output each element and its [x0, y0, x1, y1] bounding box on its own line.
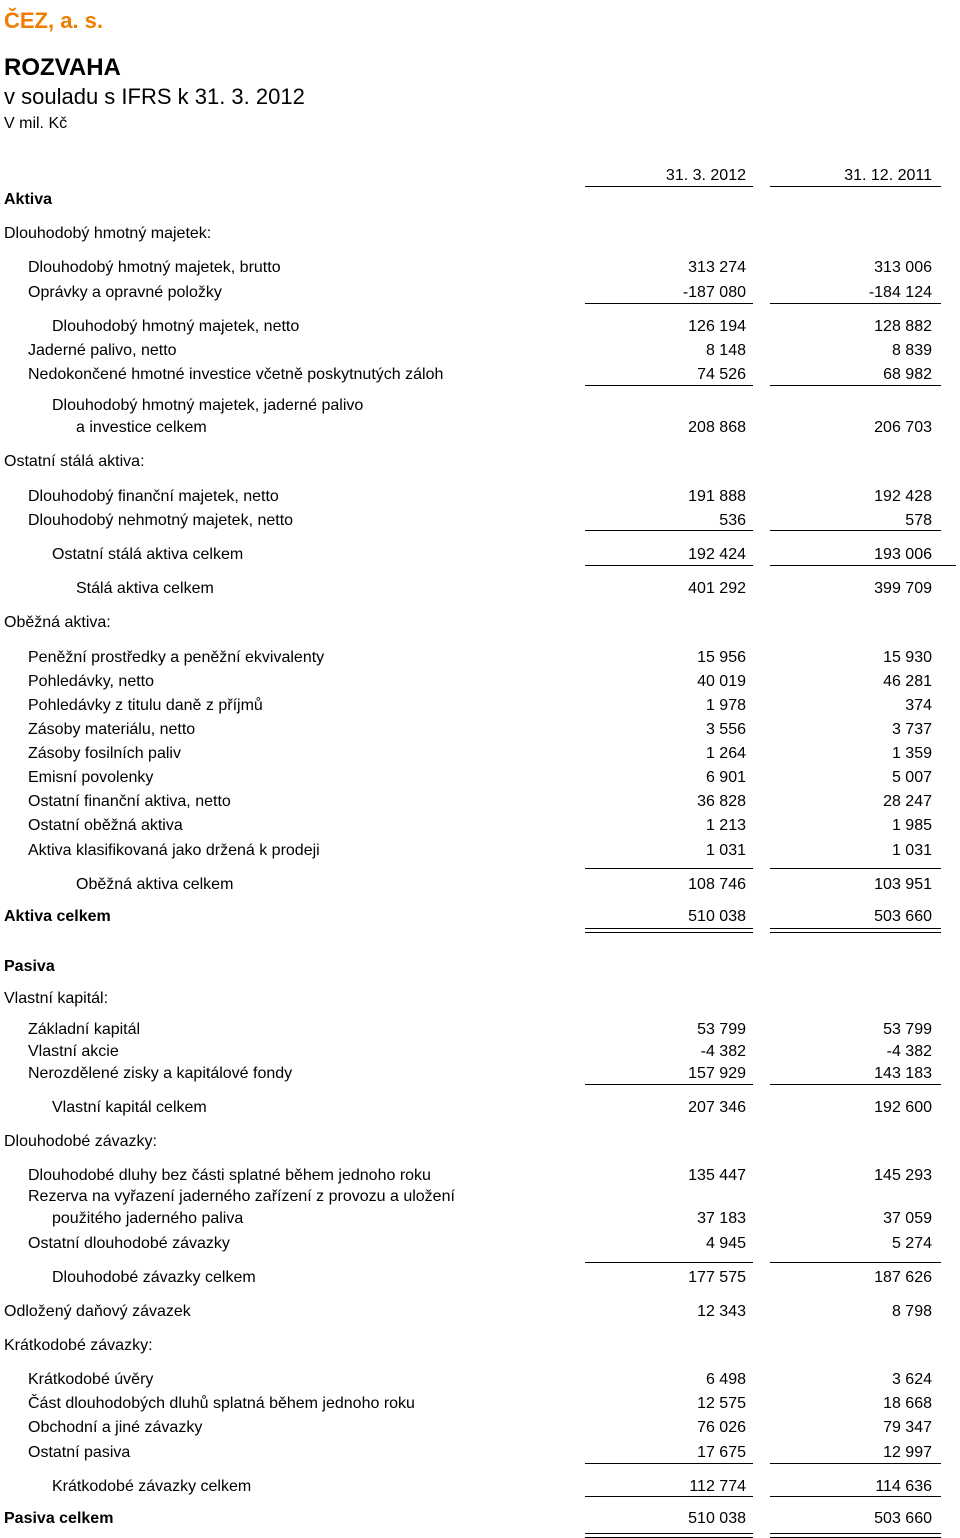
value-31-12-2011: 503 660 — [874, 1510, 932, 1527]
subtotal-underline — [770, 1496, 941, 1497]
value-31-12-2011: 5 274 — [891, 1235, 932, 1252]
value-31-12-2011: 145 293 — [874, 1167, 932, 1184]
subtotal-underline — [770, 565, 956, 566]
row-label: použitého jaderného paliva — [52, 1210, 244, 1227]
row-label: Jaderné palivo, netto — [28, 342, 177, 359]
value-31-12-2011: 399 709 — [874, 580, 932, 597]
row-label: Vlastní kapitál celkem — [52, 1099, 207, 1116]
value-31-12-2011: 8 798 — [891, 1303, 932, 1320]
value-31-12-2011: 192 600 — [874, 1099, 932, 1116]
value-31-3-2012: -4 382 — [700, 1043, 746, 1060]
unit-label: V mil. Kč — [4, 115, 68, 132]
subtotal-underline — [585, 385, 753, 386]
row-label: Pohledávky z titulu daně z příjmů — [28, 697, 263, 714]
value-31-3-2012: -187 080 — [682, 284, 746, 301]
value-31-12-2011: 53 799 — [883, 1021, 932, 1038]
value-31-3-2012: 207 346 — [688, 1099, 746, 1116]
subtotal-underline — [770, 385, 941, 386]
value-31-12-2011: 114 636 — [875, 1478, 932, 1495]
column-header-underline — [585, 186, 753, 187]
value-31-3-2012: 536 — [719, 512, 746, 529]
value-31-3-2012: 510 038 — [688, 908, 746, 925]
row-label: Ostatní stálá aktiva celkem — [52, 546, 244, 563]
value-31-12-2011: 18 668 — [883, 1395, 932, 1412]
subtotal-underline — [585, 1496, 753, 1497]
value-31-3-2012: 510 038 — [688, 1510, 746, 1527]
value-31-3-2012: 74 526 — [697, 366, 746, 383]
row-label: Dlouhodobé závazky celkem — [52, 1269, 256, 1286]
value-31-3-2012: 3 556 — [705, 721, 746, 738]
value-31-12-2011: 3 737 — [891, 721, 932, 738]
value-31-3-2012: 126 194 — [688, 318, 746, 335]
total-double-underline — [770, 1533, 941, 1534]
row-label: Dlouhodobý hmotný majetek, jaderné palivo — [52, 397, 364, 414]
total-double-underline — [585, 932, 753, 933]
value-31-12-2011: 1 985 — [891, 817, 932, 834]
value-31-12-2011: 68 982 — [883, 366, 932, 383]
value-31-12-2011: 578 — [905, 512, 932, 529]
row-label: Pohledávky, netto — [28, 673, 155, 690]
total-double-underline — [770, 928, 941, 929]
row-label: Zásoby materiálu, netto — [28, 721, 196, 738]
row-label: Ostatní stálá aktiva: — [4, 453, 145, 470]
value-31-12-2011: -184 124 — [868, 284, 932, 301]
value-31-3-2012: 6 901 — [705, 769, 746, 786]
value-31-3-2012: 208 868 — [688, 419, 746, 436]
row-label: Nedokončené hmotné investice včetně poskytnutých záloh — [28, 366, 444, 383]
subtotal-underline — [585, 1262, 753, 1263]
row-label: Rezerva na vyřazení jaderného zařízení z provozu a uložení — [28, 1188, 455, 1205]
row-label: Krátkodobé úvěry — [28, 1371, 154, 1388]
row-label: Krátkodobé závazky: — [4, 1337, 153, 1354]
row-label: Aktiva klasifikovaná jako držená k prodeji — [28, 842, 320, 859]
value-31-12-2011: 79 347 — [883, 1419, 932, 1436]
subtotal-underline — [585, 1084, 753, 1085]
row-label: Ostatní finanční aktiva, netto — [28, 793, 231, 810]
value-31-3-2012: 313 274 — [688, 259, 746, 276]
row-label: Nerozdělené zisky a kapitálové fondy — [28, 1065, 293, 1082]
value-31-3-2012: 177 575 — [688, 1269, 746, 1286]
subtotal-underline — [585, 565, 753, 566]
value-31-3-2012: 37 183 — [697, 1210, 746, 1227]
row-label: Emisní povolenky — [28, 769, 154, 786]
value-31-3-2012: 401 292 — [688, 580, 746, 597]
row-label: Ostatní oběžná aktiva — [28, 817, 183, 834]
total-double-underline — [585, 1533, 753, 1534]
row-label: Dlouhodobý hmotný majetek, netto — [52, 318, 300, 335]
value-31-3-2012: 191 888 — [688, 488, 746, 505]
column-header-2012: 31. 3. 2012 — [665, 167, 746, 184]
value-31-3-2012: 1 264 — [705, 745, 746, 762]
subtotal-underline — [770, 1084, 941, 1085]
company-name: ČEZ, a. s. — [4, 8, 104, 33]
row-label: Peněžní prostředky a peněžní ekvivalenty — [28, 649, 325, 666]
row-label: Oběžná aktiva: — [4, 614, 111, 631]
row-label: Pasiva — [4, 958, 55, 975]
value-31-12-2011: 15 930 — [883, 649, 932, 666]
row-label: Vlastní akcie — [28, 1043, 119, 1060]
value-31-12-2011: 143 183 — [874, 1065, 932, 1082]
value-31-12-2011: 1 359 — [891, 745, 932, 762]
subtotal-underline — [770, 1262, 941, 1263]
value-31-3-2012: 1 213 — [705, 817, 746, 834]
row-label: Obchodní a jiné závazky — [28, 1419, 203, 1436]
value-31-3-2012: 4 945 — [705, 1235, 746, 1252]
value-31-3-2012: 17 675 — [697, 1444, 746, 1461]
value-31-12-2011: 187 626 — [874, 1269, 932, 1286]
value-31-12-2011: 3 624 — [891, 1371, 932, 1388]
row-label: Ostatní pasiva — [28, 1444, 131, 1461]
value-31-12-2011: 8 839 — [891, 342, 932, 359]
value-31-12-2011: 192 428 — [874, 488, 932, 505]
subtotal-underline — [585, 868, 753, 869]
row-label: Zásoby fosilních paliv — [28, 745, 181, 762]
row-label: Dlouhodobý hmotný majetek: — [4, 225, 212, 242]
value-31-12-2011: 1 031 — [891, 842, 932, 859]
value-31-3-2012: 112 774 — [689, 1478, 746, 1495]
value-31-12-2011: 12 997 — [883, 1444, 932, 1461]
value-31-3-2012: 12 343 — [697, 1303, 746, 1320]
value-31-3-2012: 8 148 — [705, 342, 746, 359]
row-label: Stálá aktiva celkem — [76, 580, 214, 597]
value-31-12-2011: 313 006 — [874, 259, 932, 276]
value-31-12-2011: 46 281 — [883, 673, 932, 690]
value-31-3-2012: 40 019 — [697, 673, 746, 690]
row-label: Pasiva celkem — [4, 1510, 114, 1527]
value-31-3-2012: 15 956 — [697, 649, 746, 666]
row-label: Oběžná aktiva celkem — [76, 876, 234, 893]
row-label: Vlastní kapitál: — [4, 990, 109, 1007]
subtotal-underline — [770, 530, 941, 531]
row-label: Aktiva celkem — [4, 908, 111, 925]
value-31-12-2011: 28 247 — [883, 793, 932, 810]
row-label: Dlouhodobý finanční majetek, netto — [28, 488, 279, 505]
value-31-3-2012: 53 799 — [697, 1021, 746, 1038]
row-label: Část dlouhodobých dluhů splatná během jednoho roku — [28, 1395, 415, 1412]
row-label: Odložený daňový závazek — [4, 1303, 191, 1320]
value-31-12-2011: 193 006 — [874, 546, 932, 563]
row-label: Dlouhodobé závazky: — [4, 1133, 157, 1150]
total-double-underline — [770, 932, 941, 933]
value-31-3-2012: 12 575 — [697, 1395, 746, 1412]
value-31-3-2012: 76 026 — [697, 1419, 746, 1436]
subtotal-underline — [585, 303, 753, 304]
subtotal-underline — [770, 1463, 941, 1464]
value-31-12-2011: 128 882 — [874, 318, 932, 335]
value-31-3-2012: 157 929 — [688, 1065, 746, 1082]
row-label: Dlouhodobý nehmotný majetek, netto — [28, 512, 294, 529]
value-31-3-2012: 192 424 — [688, 546, 746, 563]
row-label: Krátkodobé závazky celkem — [52, 1478, 252, 1495]
report-subtitle: v souladu s IFRS k 31. 3. 2012 — [4, 84, 305, 109]
row-label: Dlouhodobý hmotný majetek, brutto — [28, 259, 281, 276]
column-header-2011: 31. 12. 2011 — [844, 167, 932, 184]
value-31-3-2012: 36 828 — [697, 793, 746, 810]
value-31-12-2011: 206 703 — [874, 419, 932, 436]
row-label: Dlouhodobé dluhy bez části splatné během jednoho roku — [28, 1167, 431, 1184]
value-31-12-2011: 37 059 — [883, 1210, 932, 1227]
value-31-3-2012: 1 978 — [705, 697, 746, 714]
row-label: Základní kapitál — [28, 1021, 141, 1038]
total-double-underline — [585, 928, 753, 929]
subtotal-underline — [585, 530, 753, 531]
value-31-3-2012: 108 746 — [688, 876, 746, 893]
value-31-3-2012: 6 498 — [705, 1371, 746, 1388]
row-label: Oprávky a opravné položky — [28, 284, 222, 301]
column-header-underline — [770, 186, 941, 187]
value-31-12-2011: 374 — [905, 697, 932, 714]
value-31-3-2012: 1 031 — [705, 842, 746, 859]
subtotal-underline — [770, 303, 941, 304]
row-label: Aktiva — [4, 191, 53, 208]
row-label: a investice celkem — [76, 419, 207, 436]
value-31-12-2011: 5 007 — [891, 769, 932, 786]
value-31-12-2011: 103 951 — [874, 876, 932, 893]
value-31-12-2011: -4 382 — [886, 1043, 932, 1060]
subtotal-underline — [770, 868, 941, 869]
row-label: Ostatní dlouhodobé závazky — [28, 1235, 230, 1252]
value-31-12-2011: 503 660 — [874, 908, 932, 925]
value-31-3-2012: 135 447 — [688, 1167, 746, 1184]
subtotal-underline — [585, 1463, 753, 1464]
report-title: ROZVAHA — [4, 54, 121, 81]
